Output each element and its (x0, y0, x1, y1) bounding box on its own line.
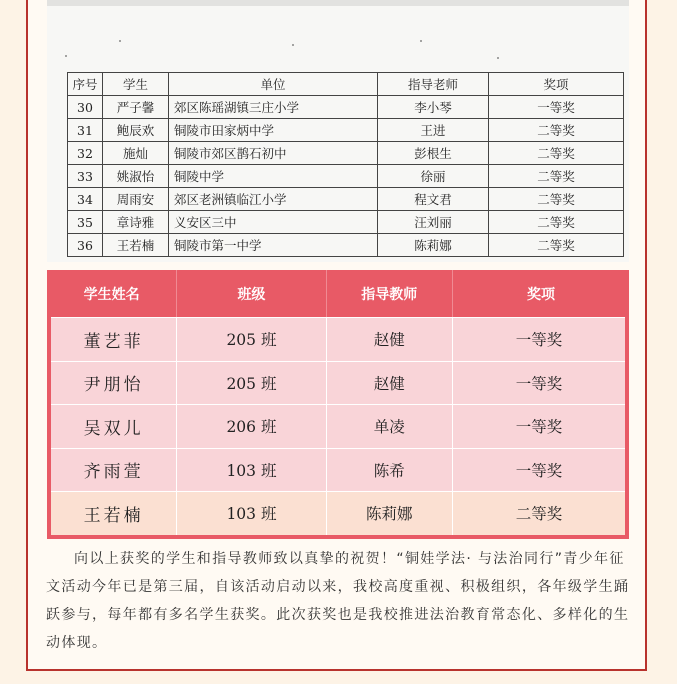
row-unit: 郊区老洲镇临江小学 (169, 188, 378, 211)
row-unit: 铜陵市第一中学 (169, 234, 378, 257)
award: 一等奖 (515, 418, 563, 437)
scanned-table-header (68, 73, 624, 96)
row-unit: 铜陵中学 (169, 165, 378, 188)
congratulation-paragraph: 向以上获奖的学生和指导教师致以真挚的祝贺！“铜娃学法· 与法治同行”青少年征文活动今年已是第三届，自该活动启动以来，我校高度重视、积极组织，各年级学生踊跃参与，每年都有多名学生获奖。此次获奖也是我校推进法治教育常态化、多样化的生动体现。 (46, 551, 630, 651)
student-name: 董艺菲 (51, 318, 177, 361)
scanned-award-list-image (47, 0, 629, 262)
row-award: 一等奖 (489, 96, 624, 119)
award-row (51, 404, 625, 448)
row-index: 35 (68, 211, 103, 234)
row-unit: 义安区三中 (169, 211, 378, 234)
award-row (51, 448, 625, 492)
teacher: 赵健 (327, 362, 453, 405)
scanned-table-row (68, 96, 624, 119)
header-class: 班级 (177, 270, 326, 317)
row-teacher: 徐丽 (378, 165, 489, 188)
row-index: 36 (68, 234, 103, 257)
row-teacher: 陈莉娜 (378, 234, 489, 257)
row-index: 32 (68, 142, 103, 165)
class: 103 班 (177, 449, 326, 492)
col-header-index: 序号 (68, 73, 103, 96)
header-teacher: 指导教师 (327, 270, 453, 317)
scanned-table-row (68, 142, 624, 165)
row-unit: 铜陵市田家炳中学 (169, 119, 378, 142)
teacher: 单凌 (327, 405, 453, 448)
row-student: 周雨安 (103, 188, 169, 211)
class: 205 班 (177, 362, 326, 405)
scanned-table-row (68, 211, 624, 234)
row-teacher: 程文君 (378, 188, 489, 211)
scan-speck (497, 57, 499, 59)
award-row (51, 317, 625, 361)
row-award: 二等奖 (489, 211, 624, 234)
teacher: 陈莉娜 (327, 492, 453, 535)
col-header-student: 学生 (103, 73, 169, 96)
header-award: 奖项 (526, 286, 555, 303)
row-student: 施灿 (103, 142, 169, 165)
row-student: 严子馨 (103, 96, 169, 119)
scanned-table-row (68, 188, 624, 211)
row-index: 34 (68, 188, 103, 211)
student-name: 王若楠 (51, 492, 177, 535)
col-header-award: 奖项 (489, 73, 624, 96)
student-name: 齐雨萱 (51, 449, 177, 492)
row-unit: 郊区陈瑶湖镇三庄小学 (169, 96, 378, 119)
row-index: 31 (68, 119, 103, 142)
scan-speck (119, 40, 121, 42)
scan-speck (420, 40, 422, 42)
row-teacher: 王进 (378, 119, 489, 142)
row-student: 鲍辰欢 (103, 119, 169, 142)
row-award: 二等奖 (489, 188, 624, 211)
row-teacher: 汪刘丽 (378, 211, 489, 234)
award: 一等奖 (515, 374, 563, 393)
student-name: 尹朋怡 (51, 362, 177, 405)
col-header-unit: 单位 (169, 73, 378, 96)
row-student: 姚淑怡 (103, 165, 169, 188)
scanned-table-row (68, 165, 624, 188)
award: 一等奖 (515, 461, 563, 480)
row-award: 二等奖 (489, 142, 624, 165)
student-name: 吴双儿 (51, 405, 177, 448)
teacher: 陈希 (327, 449, 453, 492)
class: 206 班 (177, 405, 326, 448)
row-award: 二等奖 (489, 234, 624, 257)
award-table (47, 270, 629, 539)
row-unit: 铜陵市郊区鹊石初中 (169, 142, 378, 165)
row-index: 30 (68, 96, 103, 119)
scanned-award-table (67, 72, 624, 257)
row-student: 王若楠 (103, 234, 169, 257)
scan-speck (292, 44, 294, 46)
scan-speck (65, 55, 67, 57)
award-table-body (51, 317, 625, 535)
row-teacher: 彭根生 (378, 142, 489, 165)
row-teacher: 李小琴 (378, 96, 489, 119)
class: 103 班 (177, 492, 326, 535)
award-row (51, 361, 625, 405)
award: 二等奖 (515, 505, 563, 524)
class: 205 班 (177, 318, 326, 361)
award: 一等奖 (515, 331, 563, 350)
scanned-table-row (68, 119, 624, 142)
row-award: 二等奖 (489, 119, 624, 142)
row-index: 33 (68, 165, 103, 188)
header-student-name: 学生姓名 (47, 270, 177, 317)
row-award: 二等奖 (489, 165, 624, 188)
scanned-table-row (68, 234, 624, 257)
row-student: 章诗雅 (103, 211, 169, 234)
col-header-teacher: 指导老师 (378, 73, 489, 96)
scan-top-edge (47, 0, 629, 6)
award-row (51, 491, 625, 535)
teacher: 赵健 (327, 318, 453, 361)
award-table-header (47, 270, 629, 317)
